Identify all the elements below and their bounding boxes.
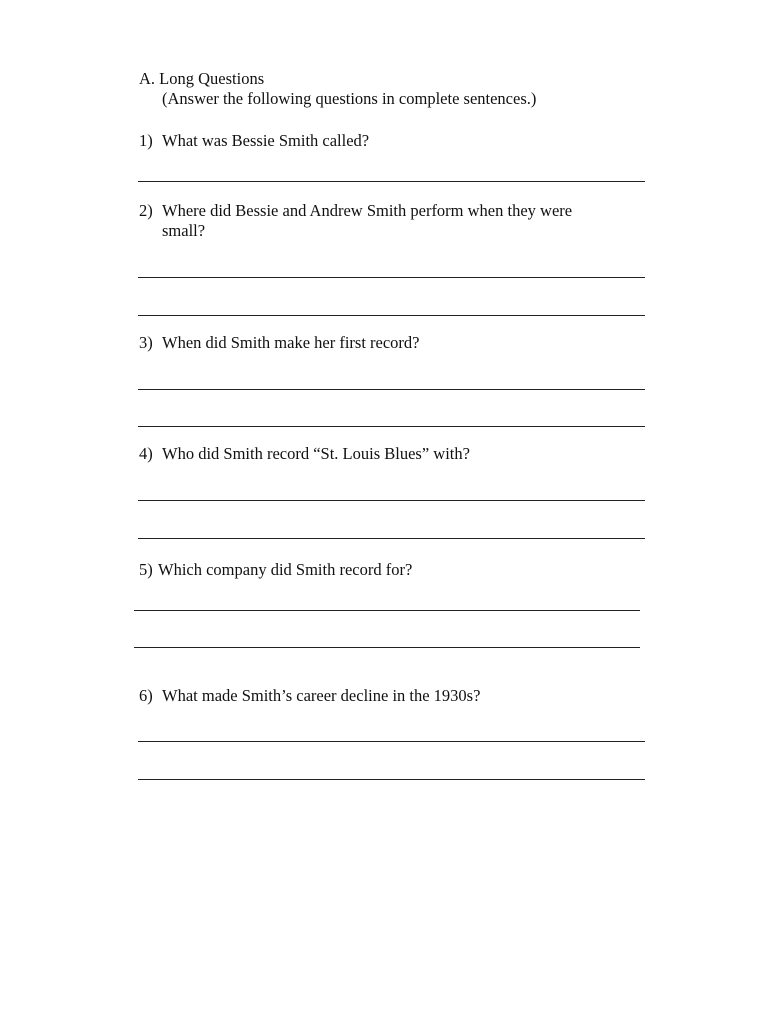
answer-line-3b[interactable] [138, 426, 645, 427]
question-5-text: Which company did Smith record for? [158, 560, 413, 579]
answer-line-4a[interactable] [138, 500, 645, 501]
question-2-text-continued: small? [162, 221, 206, 240]
question-3-number: 3) [139, 333, 153, 352]
answer-line-6b[interactable] [138, 779, 645, 780]
answer-line-5a[interactable] [134, 610, 640, 611]
question-4-number: 4) [139, 444, 153, 463]
question-6-number: 6) [139, 686, 153, 705]
question-5-number: 5) [139, 560, 153, 579]
answer-line-2b[interactable] [138, 315, 645, 316]
answer-line-6a[interactable] [138, 741, 645, 742]
answer-line-2a[interactable] [138, 277, 645, 278]
question-4-text: Who did Smith record “St. Louis Blues” with? [162, 444, 470, 463]
question-1-number: 1) [139, 131, 153, 150]
question-6-text: What made Smith’s career decline in the 1930s? [162, 686, 481, 705]
answer-line-1a[interactable] [138, 181, 645, 182]
answer-line-4b[interactable] [138, 538, 645, 539]
question-1-text: What was Bessie Smith called? [162, 131, 370, 150]
question-3-text: When did Smith make her first record? [162, 333, 420, 352]
section-title: A. Long Questions [139, 69, 265, 88]
answer-line-5b[interactable] [134, 647, 640, 648]
answer-line-3a[interactable] [138, 389, 645, 390]
section-instruction: (Answer the following questions in complete sentences.) [162, 89, 537, 108]
question-2-text: Where did Bessie and Andrew Smith perform when they were [162, 201, 573, 220]
question-2-number: 2) [139, 201, 153, 220]
